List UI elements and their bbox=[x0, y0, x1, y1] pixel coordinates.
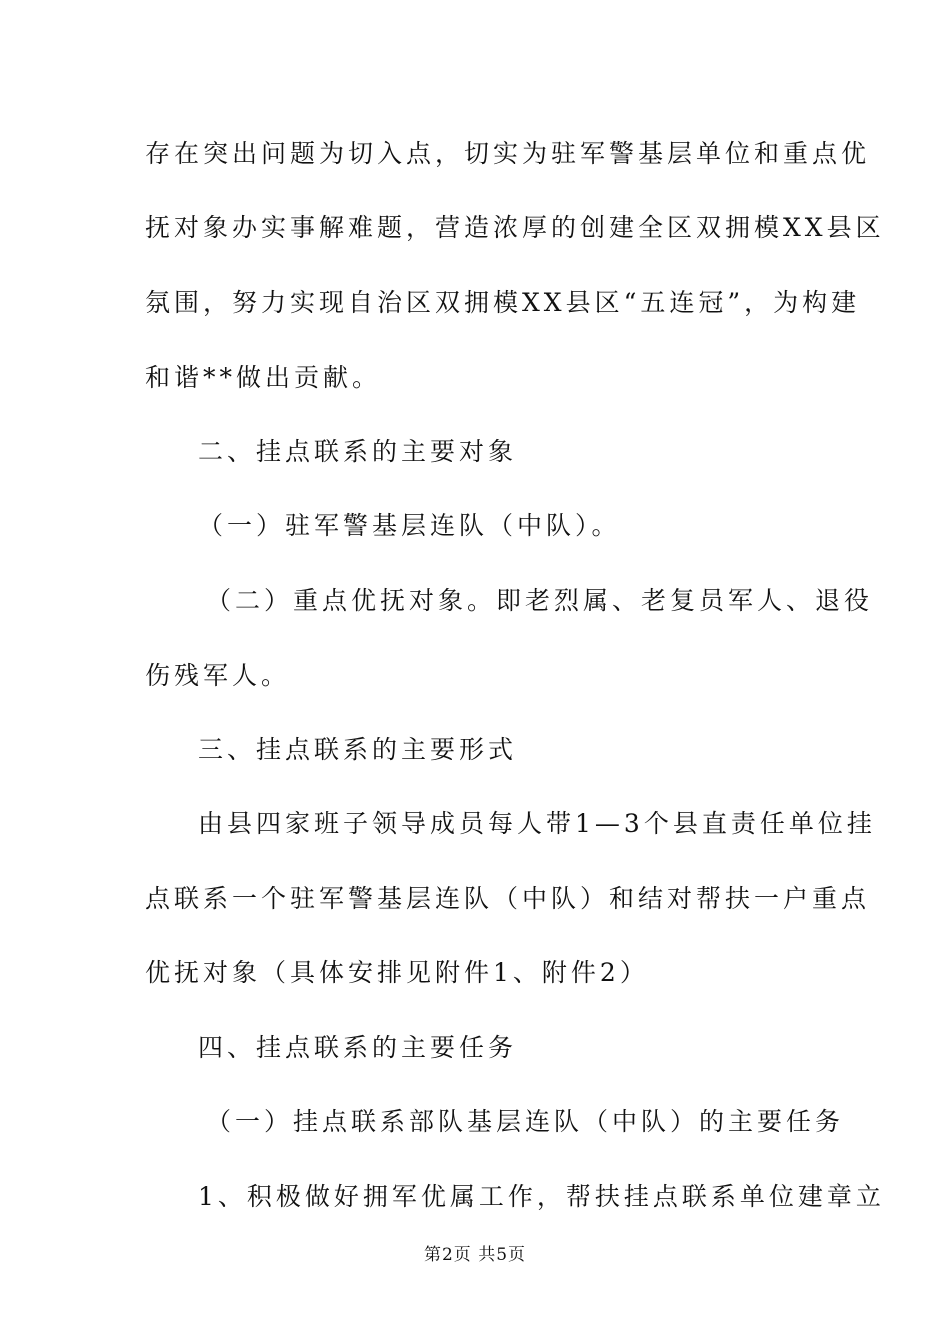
paragraph-line: 点联系一个驻军警基层连队（中队）和结对帮扶一户重点 bbox=[145, 884, 871, 913]
paragraph-line: 抚对象办实事解难题，营造浓厚的创建全区双拥模XX县区 bbox=[145, 213, 885, 242]
paragraph-line: 存在突出问题为切入点，切实为驻军警基层单位和重点优 bbox=[145, 139, 871, 168]
paragraph-line: （二）重点优抚对象。即老烈属、老复员军人、退役 bbox=[206, 586, 874, 615]
section-heading: 二、挂点联系的主要对象 bbox=[198, 437, 518, 466]
subsection-heading: （一）挂点联系部队基层连队（中队）的主要任务 bbox=[206, 1107, 845, 1136]
paragraph-line: 优抚对象（具体安排见附件1、附件2） bbox=[145, 958, 649, 987]
paragraph-line: 伤残军人。 bbox=[145, 661, 291, 690]
paragraph-line: 和谐**做出贡献。 bbox=[145, 363, 382, 392]
page-number-footer: 第2页 共5页 bbox=[423, 1245, 527, 1265]
paragraph-line: 1、积极做好拥军优属工作，帮扶挂点联系单位建章立 bbox=[198, 1182, 885, 1211]
subsection-heading: （一）驻军警基层连队（中队）。 bbox=[198, 511, 621, 540]
paragraph-line: 氛围，努力实现自治区双拥模XX县区“五连冠”，为构建 bbox=[145, 288, 861, 317]
section-heading: 三、挂点联系的主要形式 bbox=[198, 735, 518, 764]
section-heading: 四、挂点联系的主要任务 bbox=[198, 1033, 518, 1062]
paragraph-line: 由县四家班子领导成员每人带1—3个县直责任单位挂 bbox=[198, 809, 876, 838]
